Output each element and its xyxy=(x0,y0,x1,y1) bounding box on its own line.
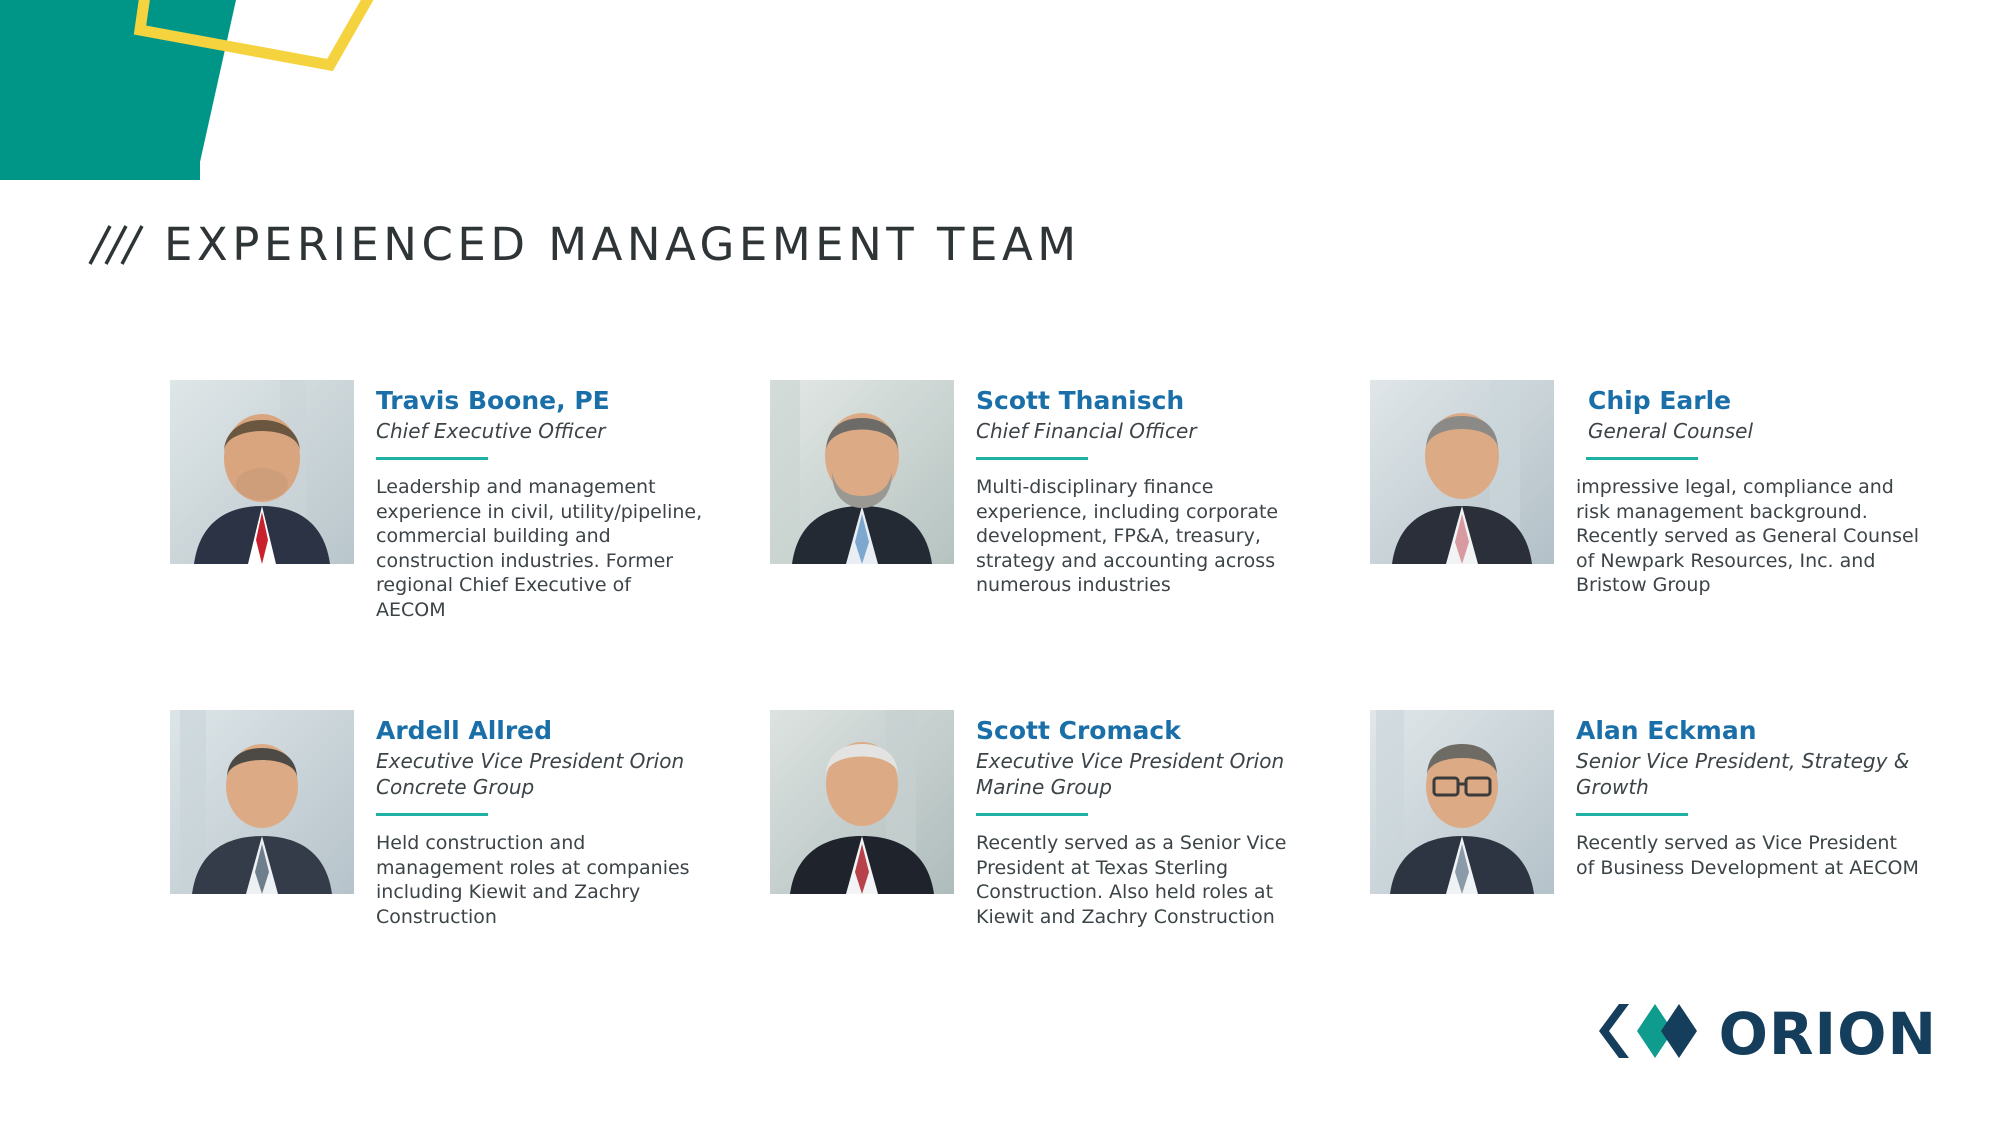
person-name: Scott Cromack xyxy=(976,716,1181,745)
person-name: Chip Earle xyxy=(1588,386,1732,415)
person-card xyxy=(770,380,1370,710)
person-role: General Counsel xyxy=(1588,419,1754,443)
divider xyxy=(376,813,488,816)
person-info xyxy=(376,380,706,622)
portrait-travis-boone xyxy=(170,380,354,564)
management-team-grid xyxy=(170,380,1960,929)
page-title: EXPERIENCED MANAGEMENT TEAM xyxy=(164,218,1081,271)
person-card xyxy=(770,710,1370,929)
divider xyxy=(976,813,1088,816)
person-bio: Held construction and management roles at companies including Kiewit and Zachry Construction xyxy=(376,832,690,928)
portrait-scott-cromack xyxy=(770,710,954,894)
person-info xyxy=(1576,710,1921,880)
person-info xyxy=(976,380,1306,598)
divider xyxy=(1576,813,1688,816)
person-role: Senior Vice President, Strategy & Growth xyxy=(1576,749,1910,799)
divider xyxy=(1586,457,1698,460)
person-bio: Multi-disciplinary finance experience, including corporate development, FP&A, treasury, strategy and accounting across numerous industries xyxy=(976,476,1279,596)
person-info xyxy=(1576,380,1921,598)
divider xyxy=(376,457,488,460)
orion-logo xyxy=(1593,1000,1937,1067)
person-name: Ardell Allred xyxy=(376,716,553,745)
portrait-alan-eckman xyxy=(1370,710,1554,894)
person-name: Scott Thanisch xyxy=(976,386,1185,415)
divider xyxy=(976,457,1088,460)
portrait-ardell-allred xyxy=(170,710,354,894)
person-info xyxy=(976,710,1306,929)
person-name: Travis Boone, PE xyxy=(376,386,610,415)
person-role: Executive Vice President Orion Marine Group xyxy=(976,749,1285,799)
person-role: Chief Executive Officer xyxy=(376,419,606,443)
person-card xyxy=(170,710,770,929)
portrait-scott-thanisch xyxy=(770,380,954,564)
triple-slash-icon xyxy=(86,222,148,268)
person-card xyxy=(1370,710,1960,929)
portrait-chip-earle xyxy=(1370,380,1554,564)
person-card xyxy=(170,380,770,710)
person-bio: impressive legal, compliance and risk management background. Recently served as General Counsel of Newpark Resources, Inc. and Bristow Group xyxy=(1576,476,1920,596)
person-card xyxy=(1370,380,1960,710)
person-name: Alan Eckman xyxy=(1576,716,1757,745)
person-bio: Recently served as a Senior Vice President at Texas Sterling Construction. Also held roles at Kiewit and Zachry Construction xyxy=(976,832,1287,928)
person-role: Executive Vice President Orion Concrete Group xyxy=(376,749,685,799)
yellow-outline-shape xyxy=(130,0,430,130)
person-bio: Leadership and management experience in civil, utility/pipeline, commercial building and construction industries. Former regional Chief Executive of AECOM xyxy=(376,476,703,621)
orion-wordmark: ORION xyxy=(1718,999,1937,1068)
person-info xyxy=(376,710,706,929)
page-title-row xyxy=(86,218,1081,271)
person-role: Chief Financial Officer xyxy=(976,419,1197,443)
person-bio: Recently served as Vice President of Business Development at AECOM xyxy=(1576,832,1919,879)
orion-hexagon-mark xyxy=(1593,1000,1709,1067)
